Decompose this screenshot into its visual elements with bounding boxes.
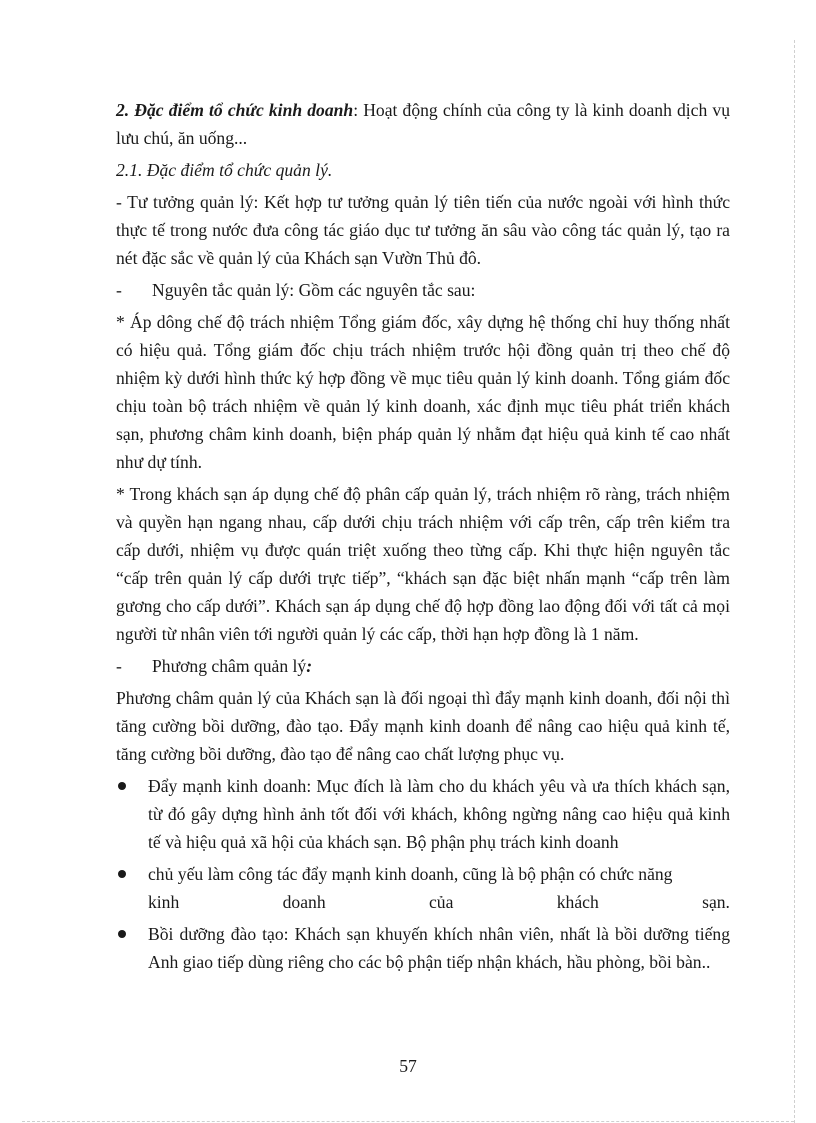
section-2-heading: 2. Đặc điểm tổ chức kinh doanh [116,100,354,120]
list-item [116,772,730,856]
principle-1-paragraph: * Áp dông chế độ trách nhiệm Tổng giám đốc, xây dựng hệ thống chỉ huy thống nhất có hiệu quả. Tổng giám đốc chịu trách nhiệm trước hội đồng quản trị theo chế độ nhiệm kỳ dưới hình thức ký hợp đồng về mục tiêu quản lý kinh doanh. Tổng giám đốc chịu toàn bộ trách nhiệm về quản lý kinh doanh, xác định mục tiêu phát triển khách sạn, phương châm kinh doanh, biện pháp quản lý nhằm đạt hiệu quả kinh tế cao nhất như dự tính. [116,312,730,472]
bullet-1-text: Đẩy mạnh kinh doanh: Mục đích là làm cho du khách yêu và ưa thích khách sạn, từ đó gây dựng hình ảnh tốt đối với khách, không ngừng nâng cao hiệu quả kinh tế và hiệu quả xã hội của khách sạn. Bộ phận phụ trách kinh doanh [148,776,730,852]
document-body [116,96,730,980]
principles-label: Nguyên tắc quản lý: Gồm các nguyên tắc sau: [152,280,476,300]
page-number: 57 [399,1056,417,1076]
dash-marker: - [116,656,122,676]
section-2-paragraph [116,96,730,152]
bullet-2-line-1: chủ yếu làm công tác đẩy mạnh kinh doanh, cũng là bộ phận có chức năng [148,864,673,884]
page-bottom-rule [22,1121,794,1122]
bullet-2-line-2 [148,888,730,916]
list-item [116,860,730,916]
bullet-icon [118,870,126,878]
section-2-1-heading: 2.1. Đặc điểm tổ chức quản lý. [116,160,333,180]
motto-label-text: Phương châm quản lý [152,656,307,676]
principle-2-paragraph: * Trong khách sạn áp dụng chế độ phân cấp quản lý, trách nhiệm rõ ràng, trách nhiệm và quyền hạn ngang nhau, cấp dưới chịu trách nhiệm với cấp trên, cấp trên kiểm tra cấp dưới, nhiệm vụ được quán triệt xuống theo từng cấp. Khi thực hiện nguyên tắc “cấp trên quản lý cấp dưới trực tiếp”, “khách sạn đặc biệt nhấn mạnh “cấp trên làm gương cho cấp dưới”. Khách sạn áp dụng chế độ hợp đồng lao động đối với tất cả mọi người từ nhân viên tới người quản lý các cấp, thời hạn hợp đồng là 1 năm. [116,484,730,644]
spread-word: doanh [282,892,326,912]
spread-word: kinh [148,892,180,912]
spread-word: khách [556,892,599,912]
motto-heading [116,652,730,680]
bullet-list [116,772,730,976]
spread-word: của [428,892,454,912]
bullet-icon [118,782,126,790]
bullet-3-text: Bồi dưỡng đào tạo: Khách sạn khuyến khích nhân viên, nhất là bồi dưỡng tiếng Anh giao tiếp dùng riêng cho các bộ phận tiếp nhận khách, hầu phòng, bồi bàn.. [148,924,730,972]
management-thought-paragraph: - Tư tưởng quản lý: Kết hợp tư tưởng quản lý tiên tiến của nước ngoài với hình thức thực tế trong nước đưa công tác giáo dục tư tưởng ăn sâu vào công tác quản lý, tạo ra nét đặc sắc về quản lý của Khách sạn Vườn Thủ đô. [116,192,730,268]
motto-paragraph: Phương châm quản lý của Khách sạn là đối ngoại thì đẩy mạnh kinh doanh, đối nội thì tăng cường bồi dưỡng, đào tạo. Đẩy mạnh kinh doanh để nâng cao hiệu quả kinh tế, tăng cường bồi dưỡng, đào tạo để nâng cao chất lượng phục vụ. [116,688,730,764]
motto-label [152,652,312,680]
list-item [116,920,730,976]
section-2-text: : Hoạt động chính của công ty là kinh doanh dịch vụ lưu chú, ăn uống... [116,100,730,148]
bullet-icon [118,930,126,938]
principles-heading [116,276,730,304]
spread-word: sạn. [702,892,730,912]
dash-marker: - [116,280,122,300]
motto-colon: : [306,656,313,676]
